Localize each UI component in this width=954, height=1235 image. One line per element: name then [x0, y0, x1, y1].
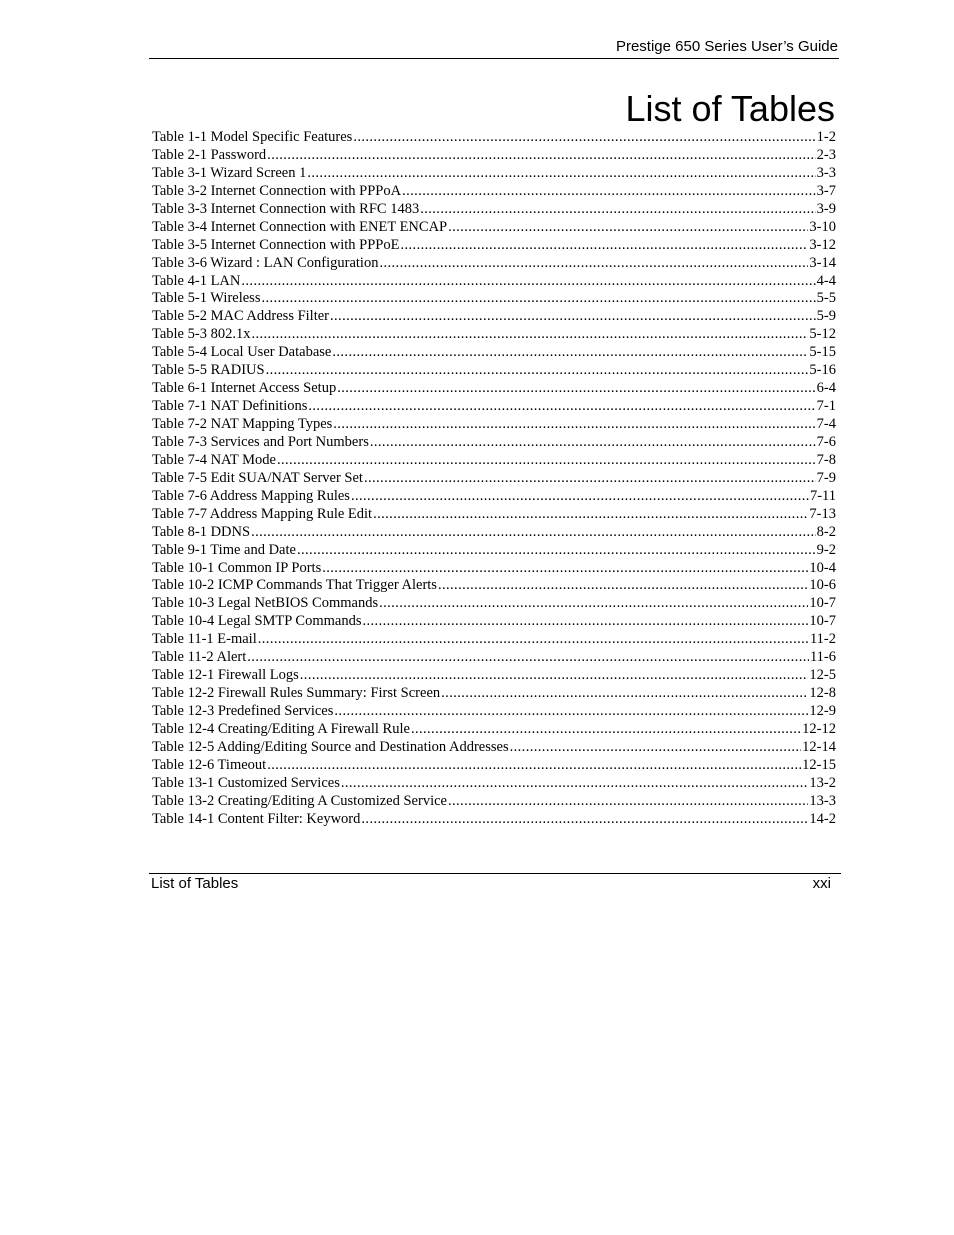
toc-entry-label: Table 3-1 Wizard Screen 1	[152, 164, 307, 181]
toc-entry[interactable]	[152, 237, 836, 255]
toc-entry[interactable]	[152, 344, 836, 362]
toc-entry[interactable]	[152, 739, 836, 757]
toc-entry[interactable]	[152, 434, 836, 452]
toc-entry-label: Table 11-1 E-mail	[152, 631, 257, 648]
toc-entry-label: Table 5-3 802.1x	[152, 326, 251, 343]
toc-entry-label: Table 3-2 Internet Connection with PPPoA	[152, 182, 402, 199]
toc-entry[interactable]	[152, 488, 836, 506]
toc-entry-label: Table 3-5 Internet Connection with PPPoE	[152, 236, 400, 253]
toc-entry-page: 12-5	[809, 667, 836, 684]
toc-entry-page: 14-2	[809, 810, 836, 827]
toc-entry[interactable]	[152, 793, 836, 811]
toc-entry-page: 5-15	[809, 344, 836, 361]
toc-entry-page: 3-9	[816, 200, 836, 217]
toc-entry-label: Table 12-1 Firewall Logs	[152, 667, 299, 684]
toc-entry-page: 10-4	[809, 559, 836, 576]
toc-entry[interactable]	[152, 362, 836, 380]
toc-entry[interactable]	[152, 542, 836, 560]
toc-entry-page: 12-14	[802, 738, 836, 755]
toc-entry-label: Table 5-1 Wireless	[152, 290, 261, 307]
toc-entry-page: 10-7	[809, 613, 836, 630]
toc-entry-page: 8-2	[816, 523, 836, 540]
toc-entry[interactable]	[152, 165, 836, 183]
toc-entry-label: Table 4-1 LAN	[152, 272, 241, 289]
toc-entry-page: 5-5	[816, 290, 836, 307]
toc-entry-label: Table 3-3 Internet Connection with RFC 1483	[152, 200, 420, 217]
dot-leader	[351, 488, 809, 506]
dot-leader	[448, 219, 808, 237]
dot-leader	[251, 524, 816, 542]
toc-entry[interactable]	[152, 255, 836, 273]
dot-leader	[277, 452, 816, 470]
running-header: Prestige 650 Series User’s Guide	[615, 38, 838, 55]
toc-entry-label: Table 13-1 Customized Services	[152, 774, 340, 791]
toc-entry[interactable]	[152, 703, 836, 721]
toc-entry-label: Table 7-7 Address Mapping Rule Edit	[152, 505, 373, 522]
dot-leader	[307, 165, 815, 183]
dot-leader	[334, 703, 808, 721]
dot-leader	[341, 775, 809, 793]
dot-leader	[300, 667, 809, 685]
toc-entry-page: 7-8	[816, 451, 836, 468]
toc-entry-page: 12-12	[802, 720, 836, 737]
header-divider	[149, 58, 839, 59]
toc-entry-label: Table 12-2 Firewall Rules Summary: First Screen	[152, 685, 441, 702]
toc-entry-page: 13-3	[809, 792, 836, 809]
toc-entry[interactable]	[152, 201, 836, 219]
toc-entry-page: 11-2	[809, 631, 836, 648]
dot-leader	[241, 273, 815, 291]
toc-entry-label: Table 8-1 DDNS	[152, 523, 251, 540]
toc-entry-label: Table 3-4 Internet Connection with ENET ENCAP	[152, 218, 448, 235]
toc-entry-page: 10-7	[809, 595, 836, 612]
toc-entry-page: 7-4	[816, 416, 836, 432]
dot-leader	[333, 416, 815, 434]
dot-leader	[251, 326, 808, 344]
toc-entry[interactable]	[152, 577, 836, 595]
toc-entry-label: Table 5-2 MAC Address Filter	[152, 308, 329, 325]
toc-entry-page: 7-13	[809, 505, 836, 522]
toc-entry-label: Table 7-3 Services and Port Numbers	[152, 433, 369, 450]
toc-entry-label: Table 7-5 Edit SUA/NAT Server Set	[152, 469, 363, 486]
dot-leader	[373, 506, 808, 524]
toc-entry[interactable]	[152, 452, 836, 470]
toc-entry-page: 7-9	[816, 469, 836, 486]
dot-leader	[330, 308, 816, 326]
toc-entry[interactable]	[152, 757, 836, 775]
dot-leader	[420, 201, 815, 219]
toc-entry-label: Table 10-3 Legal NetBIOS Commands	[152, 595, 379, 612]
dot-leader	[361, 811, 808, 829]
toc-entry-page: 5-16	[809, 362, 836, 379]
toc-entry[interactable]	[152, 147, 836, 165]
toc-entry-page: 3-10	[809, 218, 836, 235]
toc-entry[interactable]	[152, 129, 836, 147]
toc-entry-label: Table 14-1 Content Filter: Keyword	[152, 810, 361, 827]
toc-entry-label: Table 12-6 Timeout	[152, 756, 267, 773]
toc-entry-label: Table 2-1 Password	[152, 146, 267, 163]
footer-divider	[149, 873, 841, 874]
dot-leader	[379, 255, 808, 273]
dot-leader	[400, 237, 808, 255]
toc-entry-label: Table 13-2 Creating/Editing A Customized Service	[152, 792, 447, 809]
dot-leader	[402, 183, 816, 201]
toc-entry[interactable]	[152, 219, 836, 237]
toc-entry-page: 2-3	[816, 146, 836, 163]
page-title: List of Tables	[625, 88, 835, 129]
dot-leader	[510, 739, 802, 757]
toc-entry-page: 3-14	[809, 254, 836, 271]
toc-entry-page: 7-11	[809, 487, 836, 504]
toc-entry-label: Table 11-2 Alert	[152, 649, 247, 666]
dot-leader	[353, 129, 815, 147]
toc-entry[interactable]	[152, 416, 836, 434]
toc-entry-label: Table 7-2 NAT Mapping Types	[152, 416, 333, 432]
dot-leader	[411, 721, 801, 739]
toc-entry[interactable]	[152, 470, 836, 488]
toc-entry-label: Table 9-1 Time and Date	[152, 541, 296, 558]
dot-leader	[308, 398, 815, 416]
toc-entry[interactable]	[152, 685, 836, 703]
toc-entry-label: Table 10-2 ICMP Commands That Trigger Alerts	[152, 577, 437, 594]
toc-entry-page: 5-9	[816, 308, 836, 325]
toc-entry-page: 10-6	[809, 577, 836, 594]
toc-entry-label: Table 10-1 Common IP Ports	[152, 559, 322, 576]
list-of-tables	[152, 129, 836, 829]
toc-entry-page: 13-2	[809, 774, 836, 791]
footer-section-title: List of Tables	[151, 875, 239, 892]
toc-entry-label: Table 12-4 Creating/Editing A Firewall Rule	[152, 720, 410, 737]
toc-entry-page: 11-6	[809, 649, 836, 666]
toc-entry[interactable]	[152, 326, 836, 344]
dot-leader	[370, 434, 816, 452]
dot-leader	[267, 147, 815, 165]
dot-leader	[438, 577, 808, 595]
toc-entry-label: Table 7-6 Address Mapping Rules	[152, 487, 350, 504]
toc-entry-page: 3-12	[809, 236, 836, 253]
toc-entry[interactable]	[152, 811, 836, 829]
toc-entry[interactable]	[152, 290, 836, 308]
toc-entry-page: 12-8	[809, 685, 836, 702]
toc-entry-label: Table 7-4 NAT Mode	[152, 451, 276, 468]
toc-entry[interactable]	[152, 524, 836, 542]
toc-entry[interactable]	[152, 631, 836, 649]
toc-entry[interactable]	[152, 398, 836, 416]
dot-leader	[441, 685, 808, 703]
toc-entry[interactable]	[152, 649, 836, 667]
toc-entry-page: 7-6	[816, 433, 836, 450]
dot-leader	[362, 613, 808, 631]
dot-leader	[364, 470, 816, 488]
dot-leader	[267, 757, 801, 775]
dot-leader	[322, 560, 808, 578]
toc-entry[interactable]	[152, 506, 836, 524]
toc-entry-page: 5-12	[809, 326, 836, 343]
toc-entry[interactable]	[152, 667, 836, 685]
toc-entry[interactable]	[152, 183, 836, 201]
dot-leader	[261, 290, 815, 308]
toc-entry[interactable]	[152, 613, 836, 631]
toc-entry-page: 3-7	[816, 182, 836, 199]
toc-entry-page: 12-15	[802, 756, 836, 773]
dot-leader	[379, 595, 808, 613]
toc-entry[interactable]	[152, 595, 836, 613]
toc-entry-label: Table 7-1 NAT Definitions	[152, 398, 308, 415]
toc-entry[interactable]	[152, 308, 836, 326]
toc-entry[interactable]	[152, 721, 836, 739]
dot-leader	[332, 344, 808, 362]
toc-entry-label: Table 3-6 Wizard : LAN Configuration	[152, 254, 379, 271]
toc-entry-page: 3-3	[816, 164, 836, 181]
toc-entry-label: Table 10-4 Legal SMTP Commands	[152, 613, 362, 630]
toc-entry-label: Table 12-3 Predefined Services	[152, 703, 334, 719]
dot-leader	[448, 793, 808, 811]
toc-entry-page: 4-4	[816, 272, 836, 289]
dot-leader	[258, 631, 809, 649]
toc-entry-label: Table 12-5 Adding/Editing Source and Destination Addresses	[152, 738, 509, 755]
toc-entry-page: 7-1	[816, 398, 836, 415]
dot-leader	[247, 649, 809, 667]
dot-leader	[266, 362, 809, 380]
dot-leader	[297, 542, 816, 560]
toc-entry-label: Table 6-1 Internet Access Setup	[152, 380, 337, 397]
toc-entry-page: 12-9	[809, 703, 836, 719]
toc-entry-label: Table 1-1 Model Specific Features	[152, 129, 353, 145]
toc-entry[interactable]	[152, 560, 836, 578]
toc-entry-page: 9-2	[816, 541, 836, 558]
toc-entry[interactable]	[152, 775, 836, 793]
toc-entry-label: Table 5-4 Local User Database	[152, 344, 332, 361]
toc-entry[interactable]	[152, 273, 836, 291]
footer-page-number: xxi	[812, 875, 831, 892]
toc-entry-page: 6-4	[816, 380, 836, 397]
toc-entry-page: 1-2	[816, 129, 836, 145]
dot-leader	[337, 380, 815, 398]
toc-entry[interactable]	[152, 380, 836, 398]
toc-entry-label: Table 5-5 RADIUS	[152, 362, 265, 379]
